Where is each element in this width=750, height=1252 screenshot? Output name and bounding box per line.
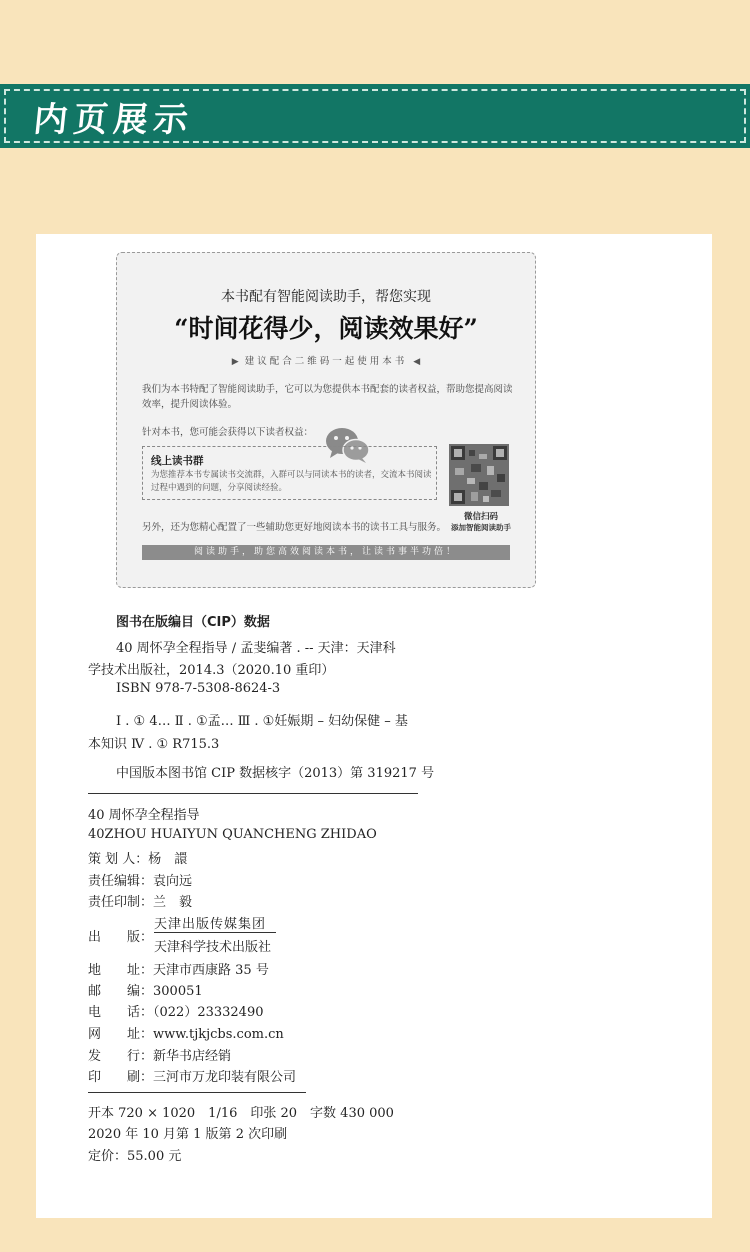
colophon-label: 电 话： [88, 1005, 154, 1020]
colophon-label: 印 刷： [88, 1070, 154, 1085]
box-text: 为您推荐本书专属读书交流群，入群可以与同读本书的读者，交流本书阅读过程中遇到的问题，分享阅读经验。 [151, 470, 432, 493]
colophon-label: 邮 编： [88, 984, 154, 999]
colophon-label: 责任编辑： [88, 874, 154, 889]
colophon-value: 袁向远 [153, 874, 193, 889]
colophon-row [88, 1001, 264, 1020]
card-hint [117, 353, 535, 367]
card-extra: 另外，还为您精心配置了一些辅助您更好地阅读本书的读书工具与服务。 [142, 522, 447, 533]
colophon-value: 兰 毅 [153, 895, 193, 910]
book-title: 40 周怀孕全程指导 [88, 808, 200, 823]
colophon-row [88, 870, 192, 889]
cip-heading: 图书在版编目（CIP）数据 [116, 615, 270, 630]
card-headline: “时间花得少，阅读效果好” [174, 314, 478, 343]
colophon-row [88, 1023, 284, 1042]
colophon-row [88, 1066, 296, 1085]
triangle-right-icon: ▶ [231, 357, 239, 367]
colophon-label: 网 址： [88, 1027, 154, 1042]
colophon-row [88, 1045, 231, 1064]
card-benefits-intro: 针对本书，您可能会获得以下读者权益： [142, 427, 314, 438]
reading-assistant-card [116, 252, 536, 588]
colophon-row [88, 891, 192, 910]
price: 定价：55.00 元 [88, 1149, 182, 1164]
book-title-pinyin: 40ZHOU HUAIYUN QUANCHENG ZHIDAO [88, 827, 377, 842]
page-preview [36, 234, 712, 1218]
triangle-left-icon: ◀ [413, 357, 421, 367]
publisher-group: 天津出版传媒集团 [154, 917, 267, 932]
card-slogan-bar: 阅读助手，助您高效阅读本书，让读书事半功倍！ [142, 545, 510, 560]
book-specs: 开本 720 × 1020 1/16 印张 20 字数 430 000 [88, 1106, 394, 1121]
publisher-name: 天津科学技术出版社 [154, 940, 272, 955]
colophon-divider [88, 1092, 306, 1093]
colophon-label: 责任印制： [88, 895, 154, 910]
colophon-label: 策 划 人： [88, 852, 149, 867]
colophon-value: 三河市万龙印装有限公司 [153, 1070, 297, 1085]
section-banner [0, 84, 750, 148]
publisher-divider [154, 932, 276, 933]
colophon-value: 杨 譞 [148, 852, 188, 867]
colophon-value: www.tjkjcbs.com.cn [153, 1027, 284, 1042]
cip-line-4: Ⅰ . ① 4… Ⅱ . ①孟… Ⅲ . ①妊娠期 – 妇幼保健 – 基 [116, 714, 408, 729]
edition-info: 2020 年 10 月第 1 版第 2 次印刷 [88, 1127, 288, 1142]
card-intro: 我们为本书特配了智能阅读助手，它可以为您提供本书配套的读者权益，帮助您提高阅读效率，提升阅读体验。 [142, 384, 513, 410]
publisher-label: 出 版： [88, 930, 154, 945]
cip-line-6: 中国版本图书馆 CIP 数据核字（2013）第 319217 号 [116, 766, 435, 781]
colophon-row [88, 980, 203, 999]
colophon-label: 发 行： [88, 1049, 154, 1064]
qr-code[interactable] [449, 444, 509, 506]
colophon-row [88, 959, 269, 978]
qr-label: 微信扫码 [463, 512, 498, 522]
qr-sublabel: 添加智能阅读助手 [451, 523, 511, 532]
box-title: 线上读书群 [151, 455, 204, 467]
colophon-value: （022）23332490 [153, 1005, 264, 1020]
banner-title: 内页展示 [31, 100, 196, 140]
colophon-value: 天津市西康路 35 号 [153, 963, 269, 978]
cip-line-1: 40 周怀孕全程指导 / 孟斐编著 . -- 天津：天津科 [116, 641, 396, 656]
cip-divider [88, 793, 418, 794]
colophon-value: 新华书店经销 [153, 1049, 232, 1064]
cip-line-5: 本知识 Ⅳ . ① R715.3 [88, 737, 220, 752]
cip-isbn: ISBN 978-7-5308-8624-3 [116, 681, 281, 696]
card-subtitle: 本书配有智能阅读助手，帮您实现 [221, 289, 431, 305]
cip-line-2: 学技术出版社，2014.3（2020.10 重印） [88, 663, 335, 678]
colophon-label: 地 址： [88, 963, 154, 978]
card-hint-text: 建议配合二维码一起使用本书 [244, 356, 408, 367]
online-reading-group-box [142, 446, 437, 500]
colophon-value: 300051 [153, 984, 203, 999]
colophon-row [88, 848, 187, 867]
